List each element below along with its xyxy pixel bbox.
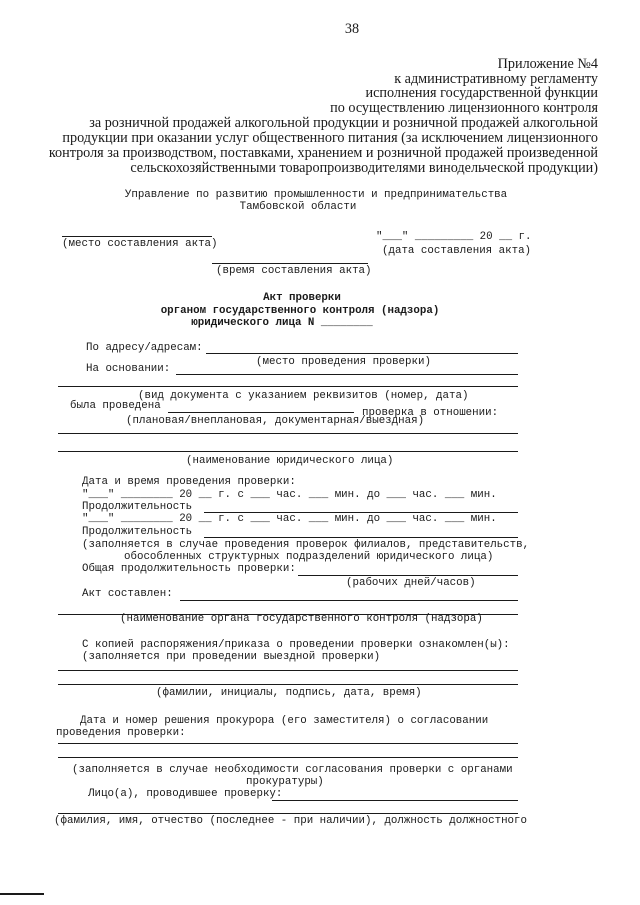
datetime-row: "___" ________ 20 __ г. с ___ час. ___ мин. до ___ час. ___ мин. bbox=[82, 513, 497, 525]
signatures-line-2 bbox=[58, 684, 518, 685]
total-duration-caption: (рабочих дней/часов) bbox=[346, 577, 476, 589]
act-by-label: Акт составлен: bbox=[82, 588, 173, 600]
basis-label: На основании: bbox=[86, 363, 171, 375]
act-date-field: "___" _________ 20 __ г. bbox=[376, 231, 532, 243]
total-duration-label: Общая продолжительность проверки: bbox=[82, 563, 296, 575]
footnote-rule bbox=[0, 893, 44, 895]
address-caption: (место проведения проверки) bbox=[256, 356, 431, 368]
conducted-caption: (плановая/внеплановая, документарная/выездная) bbox=[126, 415, 425, 427]
signatures-line-1 bbox=[58, 670, 518, 671]
prosecutor-note: прокуратуры) bbox=[246, 776, 324, 788]
signatures-caption: (фамилии, инициалы, подпись, дата, время) bbox=[156, 687, 422, 699]
entity-line-1 bbox=[58, 433, 518, 434]
place-caption: (место составления акта) bbox=[62, 238, 218, 250]
basis-caption: (вид документа с указанием реквизитов (номер, дата) bbox=[138, 390, 469, 402]
appendix-title: Приложение №4 bbox=[497, 56, 598, 72]
act-by-caption: (наименование органа государственного контроля (надзора) bbox=[120, 613, 483, 625]
header-line: исполнения государственной функции bbox=[365, 85, 598, 101]
place-line bbox=[62, 236, 212, 237]
inspectors-line bbox=[272, 800, 518, 801]
prosecutor-label: Дата и номер решения прокурора (его заместителя) о согласовании bbox=[80, 715, 489, 727]
header-line: продукции при оказании услуг общественного питания (за исключением лицензионного bbox=[62, 130, 598, 146]
prosecutor-line-1 bbox=[58, 743, 518, 744]
prosecutor-label-cont: проведения проверки: bbox=[56, 727, 186, 739]
header-line: контроля за производством, поставками, хранением и розничной продажей произведенной bbox=[48, 145, 598, 161]
basis-line bbox=[176, 374, 518, 375]
datetime-row: "___" ________ 20 __ г. с ___ час. ___ мин. до ___ час. ___ мин. bbox=[82, 489, 497, 501]
address-line bbox=[206, 353, 518, 354]
header-line: за розничной продажей алкогольной продукции и розничной продажей алкогольной bbox=[89, 115, 598, 131]
time-caption: (время составления акта) bbox=[216, 265, 372, 277]
inspectors-line-2 bbox=[58, 813, 518, 814]
conducted-label: была проведена bbox=[70, 400, 161, 412]
datetime-label: Дата и время проведения проверки: bbox=[82, 476, 296, 488]
page-number: 38 bbox=[344, 21, 360, 37]
header-line: сельскохозяйственными товаропроизводителями винодельческой продукции) bbox=[130, 160, 598, 176]
total-duration-line bbox=[298, 575, 518, 576]
act-subtitle: органом государственного контроля (надзора) bbox=[160, 305, 440, 317]
basis-line-2 bbox=[58, 386, 518, 387]
copy-label: С копией распоряжения/приказа о проведении проверки ознакомлен(ы): bbox=[82, 639, 510, 651]
conducted-suffix: проверка в отношении: bbox=[362, 407, 499, 419]
act-by-line bbox=[180, 600, 518, 601]
org-name: Управление по развитию промышленности и предпринимательства bbox=[124, 189, 508, 201]
duration-line bbox=[204, 537, 518, 538]
entity-line-2 bbox=[58, 451, 518, 452]
prosecutor-line-2 bbox=[58, 757, 518, 758]
time-line bbox=[212, 263, 368, 264]
duration-label: Продолжительность bbox=[82, 526, 193, 538]
check-type-line bbox=[168, 412, 354, 413]
inspectors-caption: (фамилия, имя, отчество (последнее - при наличии), должность должностного bbox=[54, 815, 527, 827]
act-subject: юридического лица N ________ bbox=[191, 317, 373, 329]
header-line: по осуществлению лицензионного контроля bbox=[330, 100, 598, 116]
inspectors-label: Лицо(а), проводившее проверку: bbox=[88, 788, 283, 800]
copy-note: (заполняется при проведении выездной проверки) bbox=[82, 651, 381, 663]
header-line: к административному регламенту bbox=[394, 71, 598, 87]
prosecutor-note: (заполняется в случае необходимости согласования проверки с органами bbox=[72, 764, 513, 776]
org-region: Тамбовской области bbox=[239, 201, 357, 213]
date-caption: (дата составления акта) bbox=[382, 245, 532, 257]
branches-note: обособленных структурных подразделений юридического лица) bbox=[124, 551, 494, 563]
act-title: Акт проверки bbox=[263, 292, 341, 304]
entity-caption: (наименование юридического лица) bbox=[186, 455, 394, 467]
branches-note: (заполняется в случае проведения проверок филиалов, представительств, bbox=[82, 539, 530, 551]
duration-label: Продолжительность bbox=[82, 501, 193, 513]
address-label: По адресу/адресам: bbox=[86, 342, 203, 354]
